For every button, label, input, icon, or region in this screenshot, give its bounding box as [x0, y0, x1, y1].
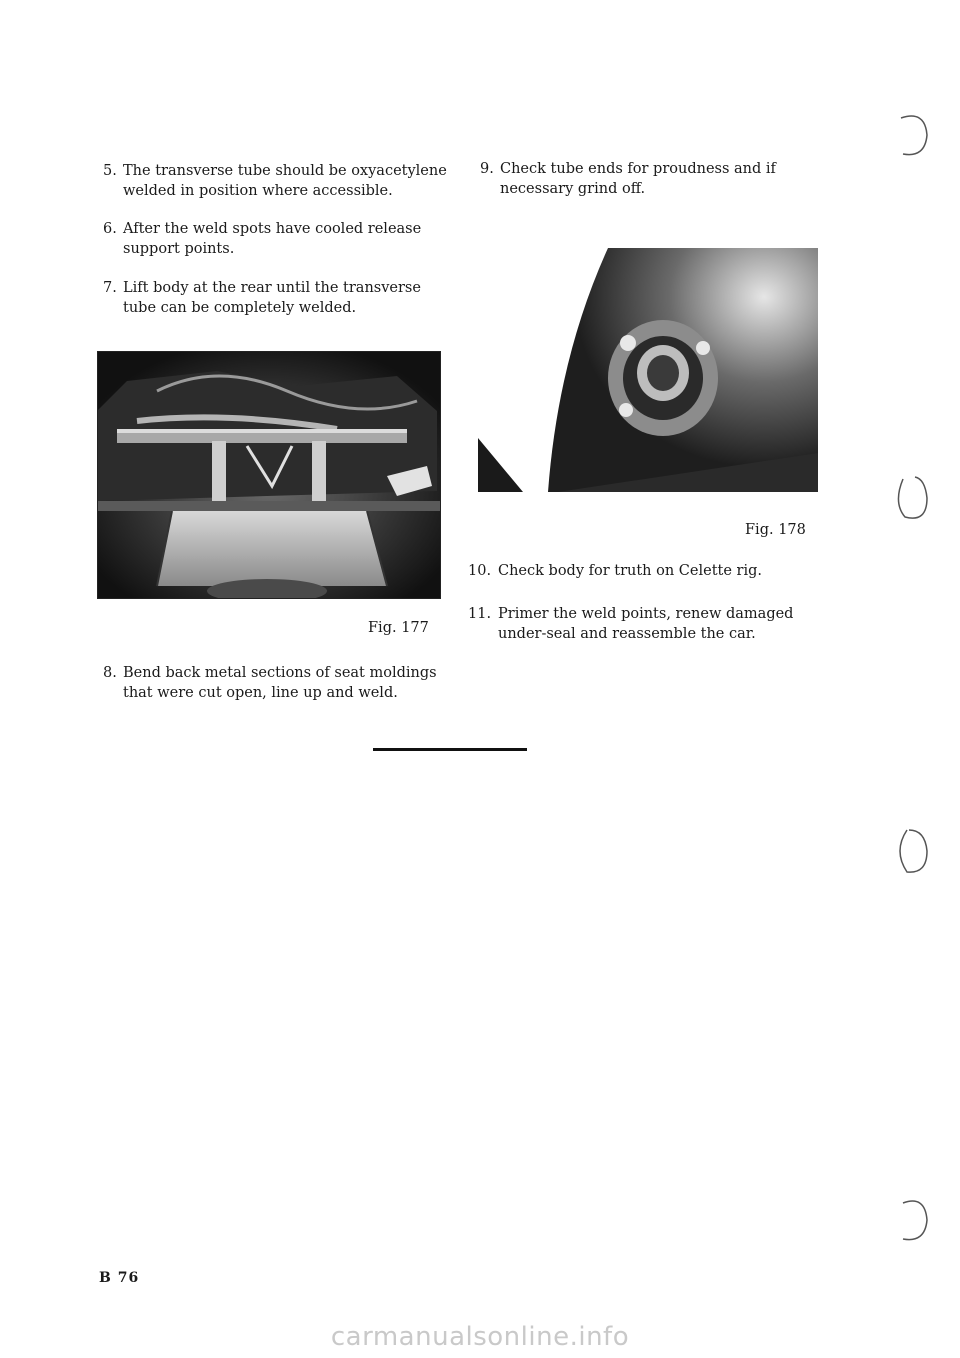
page-number: B 76	[99, 1270, 140, 1286]
step-9	[480, 159, 830, 199]
step-7	[103, 278, 453, 318]
step-number: 10.	[468, 563, 492, 579]
figure-178-photo	[478, 248, 818, 492]
binder-hole-icon	[895, 1195, 931, 1245]
step-number: 8.	[103, 665, 117, 681]
step-text: After the weld spots have cooled release support points.	[123, 221, 422, 257]
step-number: 6.	[103, 221, 117, 237]
step-text: Check tube ends for proudness and if necessary grind off.	[500, 161, 776, 197]
step-text: The transverse tube should be oxyacetylene welded in position where accessible.	[123, 163, 447, 199]
binder-hole-icon	[895, 110, 931, 160]
step-number: 5.	[103, 163, 117, 179]
step-11	[468, 604, 828, 644]
step-number: 11.	[468, 606, 492, 622]
step-number: 7.	[103, 280, 117, 296]
step-5	[103, 161, 453, 201]
binder-hole-icon	[895, 473, 931, 523]
watermark: carmanualsonline.info	[330, 1322, 630, 1352]
step-number: 9.	[480, 161, 494, 177]
step-text: Check body for truth on Celette rig.	[498, 563, 763, 579]
tube-end-photo	[478, 248, 818, 492]
figure-177-photo	[97, 351, 441, 599]
step-text: Bend back metal sections of seat moldings that were cut open, line up and weld.	[123, 665, 437, 701]
figure-178-caption: Fig. 178	[745, 522, 806, 538]
binder-hole-icon	[895, 826, 931, 876]
section-divider	[373, 748, 527, 751]
step-text: Lift body at the rear until the transverse tube can be completely welded.	[123, 280, 421, 316]
figure-177-caption: Fig. 177	[368, 620, 429, 636]
welding-rig-photo	[97, 351, 441, 599]
step-text: Primer the weld points, renew damaged under-seal and reassemble the car.	[498, 606, 794, 642]
step-10	[468, 561, 843, 581]
step-6	[103, 219, 468, 259]
step-8	[103, 663, 458, 703]
